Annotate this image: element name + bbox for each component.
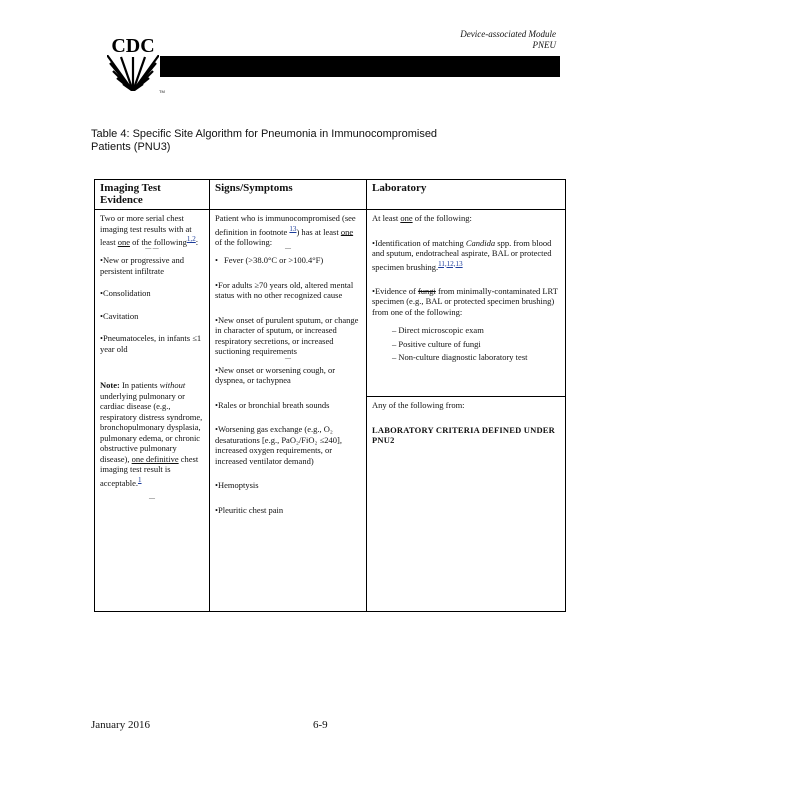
- lab-sub-item: – Direct microscopic exam: [392, 325, 560, 336]
- header-imaging: Imaging Test Evidence: [95, 180, 210, 210]
- cdc-logo: [90, 33, 560, 95]
- header-black-bar: [160, 56, 560, 77]
- lab-any-label: Any of the following from:: [372, 400, 465, 410]
- table-title-line1: Table 4: Specific Site Algorithm for Pneumonia in Immunocompromised: [91, 128, 438, 140]
- logo-text: CDC: [111, 35, 155, 57]
- lab-sub-list: [372, 325, 560, 363]
- table-header-row: [95, 180, 566, 210]
- header-laboratory: Laboratory: [367, 180, 566, 210]
- module-code: PNEU: [532, 40, 556, 50]
- imaging-intro: Two or more serial chest imaging test results with at least one of the following$^{1,2}$:: [100, 213, 199, 247]
- laboratory-pnu2-cell: [367, 397, 566, 612]
- imaging-item: • New or progressive and persistent infiltrate: [100, 255, 204, 276]
- footnote-ref[interactable]: 1: [137, 475, 142, 484]
- separator-mark: —: [149, 496, 155, 503]
- footnote-ref[interactable]: 1,2: [186, 235, 196, 243]
- table-title-line2: Patients (PNU3): [91, 141, 171, 153]
- lab-item: • Evidence of fungi from minimally-contaminated LRT specimen (e.g., BAL or protected specimen brushing) from one of the following:: [372, 286, 560, 318]
- pnu3-algorithm-table: [94, 179, 566, 612]
- lab-criteria-reference: LABORATORY CRITERIA DEFINED UNDER PNU2: [372, 424, 556, 445]
- laboratory-cell: [367, 210, 566, 397]
- separator-mark: — —: [145, 246, 159, 253]
- sign-item: • Rales or bronchial breath sounds: [215, 400, 361, 411]
- footnote-ref[interactable]: 11,12,13: [438, 259, 463, 268]
- sign-item: • For adults ≥70 years old, altered mental status with no other recognized cause: [215, 280, 361, 301]
- trademark-mark: TM: [159, 89, 165, 94]
- sign-item: • Fever (>38.0°C or >100.4°F): [215, 255, 361, 266]
- lab-sub-item: – Non-culture diagnostic laboratory test: [392, 352, 560, 363]
- lab-sub-item: – Positive culture of fungi: [392, 339, 560, 350]
- imaging-item: • Pneumatoceles, in infants ≤1 year old: [100, 333, 204, 354]
- sign-item: • Pleuritic chest pain: [215, 505, 361, 516]
- imaging-cell: [95, 210, 210, 612]
- signs-intro: Patient who is immunocompromised (see definition in footnote $^{13}$) has at least one of the following:: [215, 213, 356, 247]
- lab-intro: At least one of the following:: [372, 213, 472, 223]
- page-number: 6-9: [313, 719, 328, 731]
- sign-item: • Worsening gas exchange (e.g., O₂ desaturations [e.g., PaO₂/FiO₂ ≤240], increased oxygen requirements, or increased ventilator demand): [215, 424, 361, 466]
- module-name: Device-associated Module: [460, 29, 556, 39]
- separator-mark: —: [285, 355, 291, 362]
- table-body-row: [95, 210, 566, 397]
- imaging-item: • Cavitation: [100, 311, 204, 322]
- sign-item: • New onset of purulent sputum, or change in character of sputum, or increased respiratory secretions, or increased suctioning requirements: [215, 315, 361, 357]
- separator-mark: —: [285, 246, 291, 253]
- footnote-ref[interactable]: 13: [289, 224, 297, 233]
- imaging-note: Note: In patients without underlying pulmonary or cardiac disease (e.g., respiratory distress syndrome, bronchopulmonary dysplasia, pulmonary edema, or chronic obstructive pulmonary disease), one definitive chest imaging test result is acceptable.$^1$: [100, 380, 203, 488]
- imaging-item: • Consolidation: [100, 288, 204, 299]
- header-signs: Signs/Symptoms: [210, 180, 367, 210]
- footer-date: January 2016: [91, 719, 150, 731]
- cdc-logo-mark: [107, 33, 159, 91]
- table-title: [91, 128, 471, 154]
- lab-item: • Identification of matching Candida spp. from blood and sputum, endotracheal aspirate, BAL or protected specimen brushing.$^{11,12,13}$: [372, 238, 560, 272]
- sign-item: • Hemoptysis: [215, 480, 361, 491]
- signs-cell: [210, 210, 367, 612]
- sign-item: • New onset or worsening cough, or dyspnea, or tachypnea: [215, 365, 361, 386]
